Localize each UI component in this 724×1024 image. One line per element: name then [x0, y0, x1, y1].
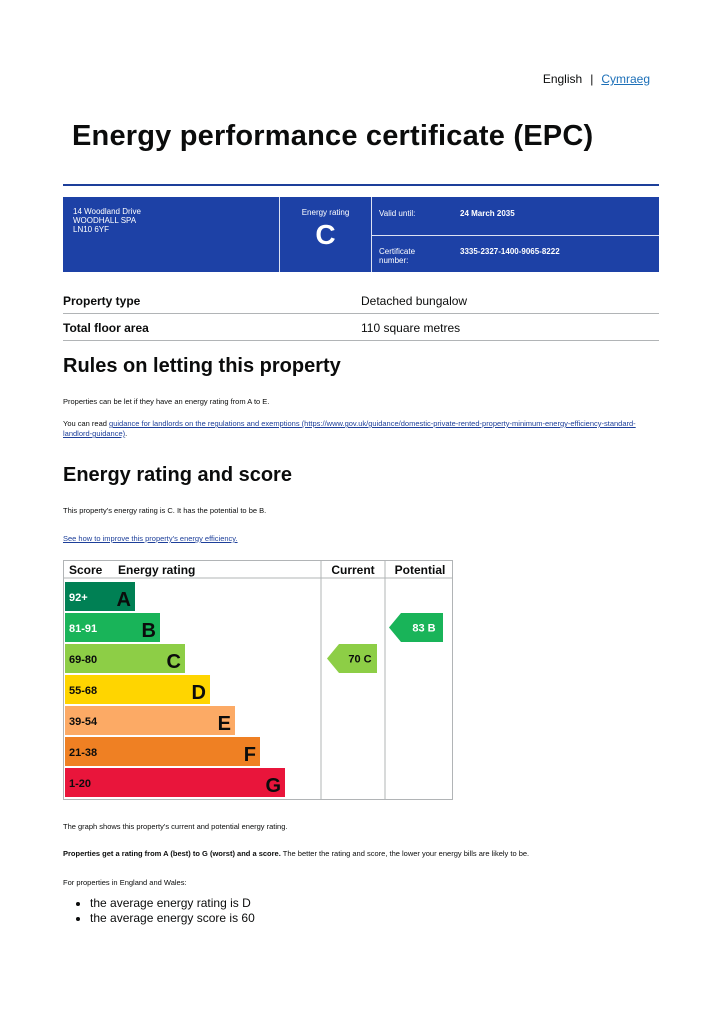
address-line: WOODHALL SPA [73, 216, 137, 225]
header-energy-rating: Energy rating [118, 563, 196, 577]
graph-caption: The graph shows this property's current and potential energy rating. [63, 822, 288, 831]
energy-rating-graph [63, 560, 453, 800]
band-score-label: 81-91 [69, 623, 98, 635]
band-score-label: 55-68 [69, 685, 98, 697]
letting-heading: Rules on letting this property [63, 355, 341, 377]
floor-area-label: Total floor area [63, 321, 149, 335]
rating-intro: This property's energy rating is C. It has the potential to be B. [63, 506, 267, 515]
band-letter-label: C [166, 651, 181, 673]
band-score-label: 39-54 [69, 716, 98, 728]
banner-divider [372, 235, 659, 236]
rating-heading: Energy rating and score [63, 464, 292, 486]
language-welsh-link[interactable]: Cymraeg [601, 72, 650, 86]
energy-rating-chart [63, 560, 453, 800]
header-potential: Potential [394, 563, 446, 577]
list-item: • the average energy score is 60 [90, 911, 255, 926]
valid-until-value: 24 March 2035 [460, 209, 515, 218]
band-letter-label: F [243, 744, 256, 766]
language-current: English [542, 72, 583, 86]
average-list [70, 896, 255, 926]
average-intro: For properties in England and Wales: [63, 878, 187, 887]
band-score-label: 92+ [69, 592, 88, 604]
property-type-row [63, 287, 659, 314]
address-line: LN10 6YF [73, 225, 110, 234]
band-score-label: 1-20 [69, 778, 92, 790]
language-switcher [543, 72, 650, 86]
guidance-suffix: . [125, 429, 128, 438]
certificate-number-value: 3335-2327-1400-9065-8222 [460, 247, 560, 256]
band-letter-label: G [265, 775, 281, 797]
floor-area-value: 110 square metres [361, 321, 461, 335]
epc-summary-banner [63, 197, 659, 272]
property-type-value: Detached bungalow [361, 294, 468, 308]
rating-band-g [65, 768, 285, 797]
property-type-label: Property type [63, 294, 141, 308]
current-rating-label: 70 C [348, 653, 372, 666]
list-item: • the average energy rating is D [90, 896, 255, 911]
header-current: Current [331, 563, 375, 577]
header-score: Score [69, 563, 103, 577]
energy-rating-letter: C [315, 219, 336, 250]
landlord-guidance-link[interactable]: guidance for landlords on the regulations and exemptions (https://www.gov.uk/guidance/domestic-private-rented-property-minimum-energy-efficiency-standard-landlord-guidance) [63, 419, 636, 438]
certificate-number-label: Certificate number: [379, 247, 416, 265]
property-address [73, 207, 278, 234]
band-letter-label: D [191, 682, 206, 704]
potential-rating-label: 83 B [412, 622, 436, 635]
landlord-guidance-text [63, 419, 659, 439]
guidance-prefix: You can read [63, 419, 107, 428]
band-letter-label: B [141, 620, 156, 642]
valid-until-label: Valid until: [379, 209, 416, 218]
energy-rating-label: Energy rating [301, 208, 350, 217]
floor-area-row [63, 314, 659, 341]
language-separator: | [590, 72, 594, 86]
band-score-label: 21-38 [69, 747, 98, 759]
band-score-label: 69-80 [69, 654, 98, 666]
rating-explanation-rest: The better the rating and score, the lower your energy bills are likely to be. [280, 849, 530, 858]
address-line: 14 Woodland Drive [73, 207, 141, 216]
rating-explanation-bold: Properties get a rating from A (best) to G (worst) and a score. [63, 849, 281, 858]
letting-rule-text: Properties can be let if they have an energy rating from A to E. [63, 397, 270, 406]
rating-explanation [63, 849, 529, 859]
improve-efficiency-link[interactable]: See how to improve this property's energy efficiency. [63, 534, 238, 543]
page-title: Energy performance certificate (EPC) [72, 120, 594, 152]
band-letter-label: A [116, 589, 131, 611]
title-divider [63, 184, 659, 186]
band-letter-label: E [217, 713, 231, 735]
